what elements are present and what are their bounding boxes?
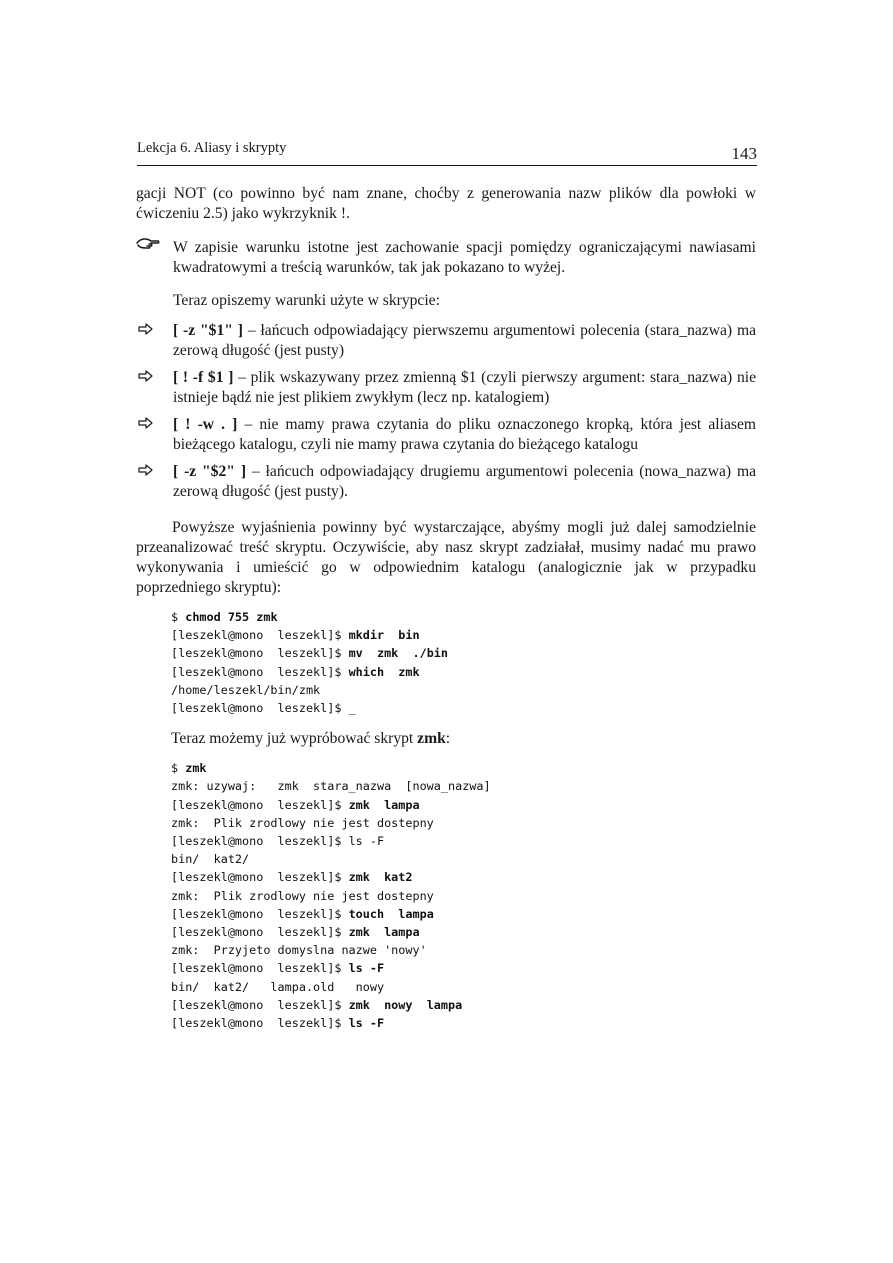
terminal-prompt: [leszekl@mono leszekl]$ bbox=[171, 997, 349, 1012]
terminal-line bbox=[171, 608, 756, 626]
terminal-command: ls -F bbox=[348, 1016, 385, 1031]
terminal-prompt: [leszekl@mono leszekl]$ bbox=[171, 701, 349, 716]
script-name: zmk bbox=[417, 730, 446, 748]
note-text: W zapisie warunku istotne jest zachowanie spacji pomiędzy ograniczającymi nawiasami kwadratowymi a treścią warunków, tak jak pokazano to wyżej. bbox=[173, 239, 756, 276]
terminal-prompt: [leszekl@mono leszekl]$ bbox=[171, 870, 349, 885]
terminal-output: zmk: Przyjeto domyslna nazwe 'nowy' bbox=[171, 943, 427, 958]
terminal-prompt: [leszekl@mono leszekl]$ bbox=[171, 925, 349, 940]
terminal-prompt: [leszekl@mono leszekl]$ bbox=[171, 834, 349, 849]
terminal-line bbox=[171, 796, 756, 814]
terminal-prompt: [leszekl@mono leszekl]$ bbox=[171, 664, 349, 679]
condition-description: – łańcuch odpowiadający drugiemu argumentowi polecenia (nowa_nazwa) ma zerową długość (jest pusty). bbox=[173, 463, 756, 500]
terminal-listing-1 bbox=[171, 608, 756, 717]
arrow-right-icon bbox=[138, 417, 153, 429]
terminal-line bbox=[171, 941, 756, 959]
terminal-prompt: [leszekl@mono leszekl]$ bbox=[171, 628, 349, 643]
terminal-command: zmk lampa bbox=[348, 925, 420, 940]
terminal-line bbox=[171, 644, 756, 662]
terminal-line bbox=[171, 626, 756, 644]
terminal-output: _ bbox=[348, 701, 356, 716]
terminal-line bbox=[171, 996, 756, 1014]
condition-item bbox=[136, 462, 756, 502]
page-number: 143 bbox=[731, 144, 757, 163]
arrow-right-icon bbox=[138, 464, 153, 476]
try-script-line bbox=[136, 729, 756, 749]
condition-expression: [ ! -w . ] bbox=[173, 416, 238, 433]
page-body bbox=[136, 184, 756, 1032]
terminal-prompt: $ bbox=[171, 761, 186, 776]
intro-text: gacji NOT (co powinno być nam znane, choćby z generowania nazw plików dla powłoki w ćwiczeniu 2.5) jako wykrzyknik !. bbox=[136, 185, 756, 222]
condition-item bbox=[136, 321, 756, 361]
condition-item bbox=[136, 415, 756, 455]
terminal-line bbox=[171, 699, 756, 717]
section-title: Lekcja 6. Aliasy i skrypty bbox=[137, 140, 287, 156]
terminal-line bbox=[171, 923, 756, 941]
terminal-command: chmod 755 zmk bbox=[185, 610, 278, 624]
terminal-listing-2 bbox=[171, 759, 756, 1032]
terminal-output: ls -F bbox=[348, 834, 385, 849]
condition-expression: [ ! -f $1 ] bbox=[173, 369, 234, 386]
terminal-line bbox=[171, 959, 756, 977]
header-rule bbox=[137, 165, 757, 166]
terminal-prompt: [leszekl@mono leszekl]$ bbox=[171, 906, 349, 921]
running-header bbox=[137, 138, 757, 166]
conditions-intro: Teraz opiszemy warunki użyte w skrypcie: bbox=[173, 292, 440, 309]
arrow-right-icon bbox=[138, 370, 153, 382]
terminal-command: zmk kat2 bbox=[348, 870, 413, 885]
terminal-prompt: [leszekl@mono leszekl]$ bbox=[171, 797, 349, 812]
terminal-output: zmk: Plik zrodlowy nie jest dostepny bbox=[171, 815, 434, 830]
terminal-output: bin/ kat2/ bbox=[171, 852, 250, 867]
condition-expression: [ -z "$2" ] bbox=[173, 463, 247, 480]
pointing-hand-icon bbox=[136, 236, 160, 252]
terminal-line bbox=[171, 887, 756, 905]
condition-description: – łańcuch odpowiadający pierwszemu argumentowi polecenia (stara_nazwa) ma zerową długość (jest pusty) bbox=[173, 322, 757, 359]
try-script-end: : bbox=[445, 730, 451, 748]
explanation-paragraph: Powyższe wyjaśnienia powinny być wystarczające, abyśmy mogli już dalej samodzielnie przeanalizować treść skryptu. Oczywiście, aby nasz skrypt zadziałał, musimy nadać mu prawo wykonywania i umieścić go w odpowiednim katalogu (analogicznie jak w przypadku poprzedniego skryptu): bbox=[136, 519, 756, 596]
terminal-command: zmk nowy lampa bbox=[348, 997, 463, 1012]
condition-description: – plik wskazywany przez zmienną $1 (czyli pierwszy argument: stara_nazwa) nie istnieje bądź nie jest plikiem zwykłym (lecz np. katalogiem) bbox=[173, 369, 756, 406]
terminal-line bbox=[171, 663, 756, 681]
terminal-command: zmk bbox=[185, 761, 207, 776]
terminal-command: mv zmk ./bin bbox=[348, 646, 448, 661]
terminal-command: ls -F bbox=[348, 961, 385, 976]
terminal-line bbox=[171, 850, 756, 868]
condition-expression: [ -z "$1" ] bbox=[173, 322, 243, 339]
terminal-output: zmk: Plik zrodlowy nie jest dostepny bbox=[171, 888, 434, 903]
terminal-command: mkdir bin bbox=[348, 628, 420, 643]
terminal-line bbox=[171, 832, 756, 850]
terminal-prompt: $ bbox=[171, 610, 186, 624]
terminal-line bbox=[171, 978, 756, 996]
terminal-output: /home/leszekl/bin/zmk bbox=[171, 682, 321, 697]
terminal-output: bin/ kat2/ lampa.old nowy bbox=[171, 979, 385, 994]
terminal-command: touch lampa bbox=[348, 906, 434, 921]
terminal-line bbox=[171, 905, 756, 923]
terminal-line bbox=[171, 868, 756, 886]
terminal-line bbox=[171, 681, 756, 699]
note-block bbox=[136, 238, 756, 278]
terminal-prompt: [leszekl@mono leszekl]$ bbox=[171, 1016, 349, 1031]
terminal-line bbox=[171, 777, 756, 795]
conditions-list bbox=[136, 321, 756, 502]
terminal-command: which zmk bbox=[348, 664, 420, 679]
arrow-right-icon bbox=[138, 323, 153, 335]
terminal-prompt: [leszekl@mono leszekl]$ bbox=[171, 961, 349, 976]
terminal-command: zmk lampa bbox=[348, 797, 420, 812]
try-script-text: Teraz możemy już wypróbować skrypt bbox=[171, 730, 418, 748]
condition-item bbox=[136, 368, 756, 408]
terminal-line bbox=[171, 814, 756, 832]
terminal-prompt: [leszekl@mono leszekl]$ bbox=[171, 646, 349, 661]
terminal-line bbox=[171, 1014, 756, 1032]
condition-description: – nie mamy prawa czytania do pliku oznaczonego kropką, która jest aliasem bieżącego katalogu, czyli nie mamy prawa czytania do bieżącego katalogu bbox=[173, 416, 756, 453]
terminal-line bbox=[171, 759, 756, 777]
terminal-output: zmk: uzywaj: zmk stara_nazwa [nowa_nazwa] bbox=[171, 779, 491, 794]
